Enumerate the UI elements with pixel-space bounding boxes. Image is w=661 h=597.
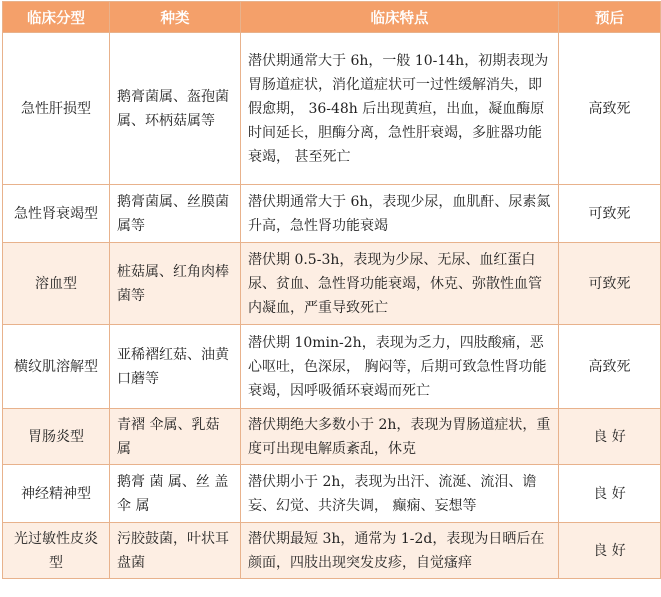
cell-species: 鹅膏菌属、丝膜菌属等 — [110, 185, 241, 243]
cell-prognosis: 高致死 — [559, 33, 661, 185]
cell-clinical-features: 潜伏期绝大多数小于 2h，表现为胃肠道症状，重度可出现电解质紊乱，休克 — [241, 409, 559, 465]
cell-species: 鹅膏 菌 属、丝 盖 伞 属 — [110, 465, 241, 523]
cell-clinical-features: 潜伏期小于 2h，表现为出汗、流涎、流泪、谵妄、幻觉、共济失调， 癫痫、妄想等 — [241, 465, 559, 523]
cell-clinical-type: 急性肝损型 — [3, 33, 110, 185]
cell-prognosis: 可致死 — [559, 243, 661, 325]
cell-clinical-features: 潜伏期通常大于 6h，一般 10-14h，初期表现为胃肠道症状，消化道症状可一过性缓解消失，即假愈期， 36-48h 后出现黄疸，出血，凝血酶原时间延长，胆酶分离，急性肝衰竭，多脏器功能衰竭， 甚至死亡 — [241, 33, 559, 185]
cell-clinical-type: 溶血型 — [3, 243, 110, 325]
cell-clinical-type: 神经精神型 — [3, 465, 110, 523]
cell-prognosis: 高致死 — [559, 325, 661, 409]
cell-clinical-type: 急性肾衰竭型 — [3, 185, 110, 243]
cell-species: 青褶 伞属、乳菇属 — [110, 409, 241, 465]
cell-clinical-type: 光过敏性皮炎型 — [3, 523, 110, 579]
cell-species: 亚稀褶红菇、油黄口蘑等 — [110, 325, 241, 409]
cell-clinical-features: 潜伏期最短 3h，通常为 1-2d，表现为日晒后在颜面，四肢出现突发皮疹，自觉瘙痒 — [241, 523, 559, 579]
cell-clinical-features: 潜伏期 10min-2h，表现为乏力，四肢酸痛，恶心呕吐，色深尿， 胸闷等，后期可致急性肾功能衰竭，因呼吸循环衰竭而死亡 — [241, 325, 559, 409]
table-row — [3, 33, 661, 185]
header-species: 种类 — [110, 2, 241, 33]
cell-prognosis: 良 好 — [559, 409, 661, 465]
cell-clinical-features: 潜伏期通常大于 6h，表现少尿，血肌酐、尿素氮升高，急性肾功能衰竭 — [241, 185, 559, 243]
cell-clinical-type: 胃肠炎型 — [3, 409, 110, 465]
table-row — [3, 325, 661, 409]
table-row — [3, 465, 661, 523]
cell-clinical-features: 潜伏期 0.5-3h，表现为少尿、无尿、血红蛋白尿、贫血、急性肾功能衰竭，休克、弥散性血管内凝血，严重导致死亡 — [241, 243, 559, 325]
table-row — [3, 243, 661, 325]
cell-species: 桩菇属、红角肉棒菌等 — [110, 243, 241, 325]
cell-prognosis: 良 好 — [559, 523, 661, 579]
header-prognosis: 预后 — [559, 2, 661, 33]
cell-clinical-type: 横纹肌溶解型 — [3, 325, 110, 409]
cell-species: 鹅膏菌属、盔孢菌属、环柄菇属等 — [110, 33, 241, 185]
mushroom-poisoning-table — [2, 1, 661, 579]
header-clinical-type: 临床分型 — [3, 2, 110, 33]
cell-species: 污胶鼓菌，叶状耳盘菌 — [110, 523, 241, 579]
table-header-row — [3, 2, 661, 33]
header-clinical-features: 临床特点 — [241, 2, 559, 33]
table-row — [3, 409, 661, 465]
table-row — [3, 523, 661, 579]
cell-prognosis: 可致死 — [559, 185, 661, 243]
cell-prognosis: 良 好 — [559, 465, 661, 523]
table-row — [3, 185, 661, 243]
